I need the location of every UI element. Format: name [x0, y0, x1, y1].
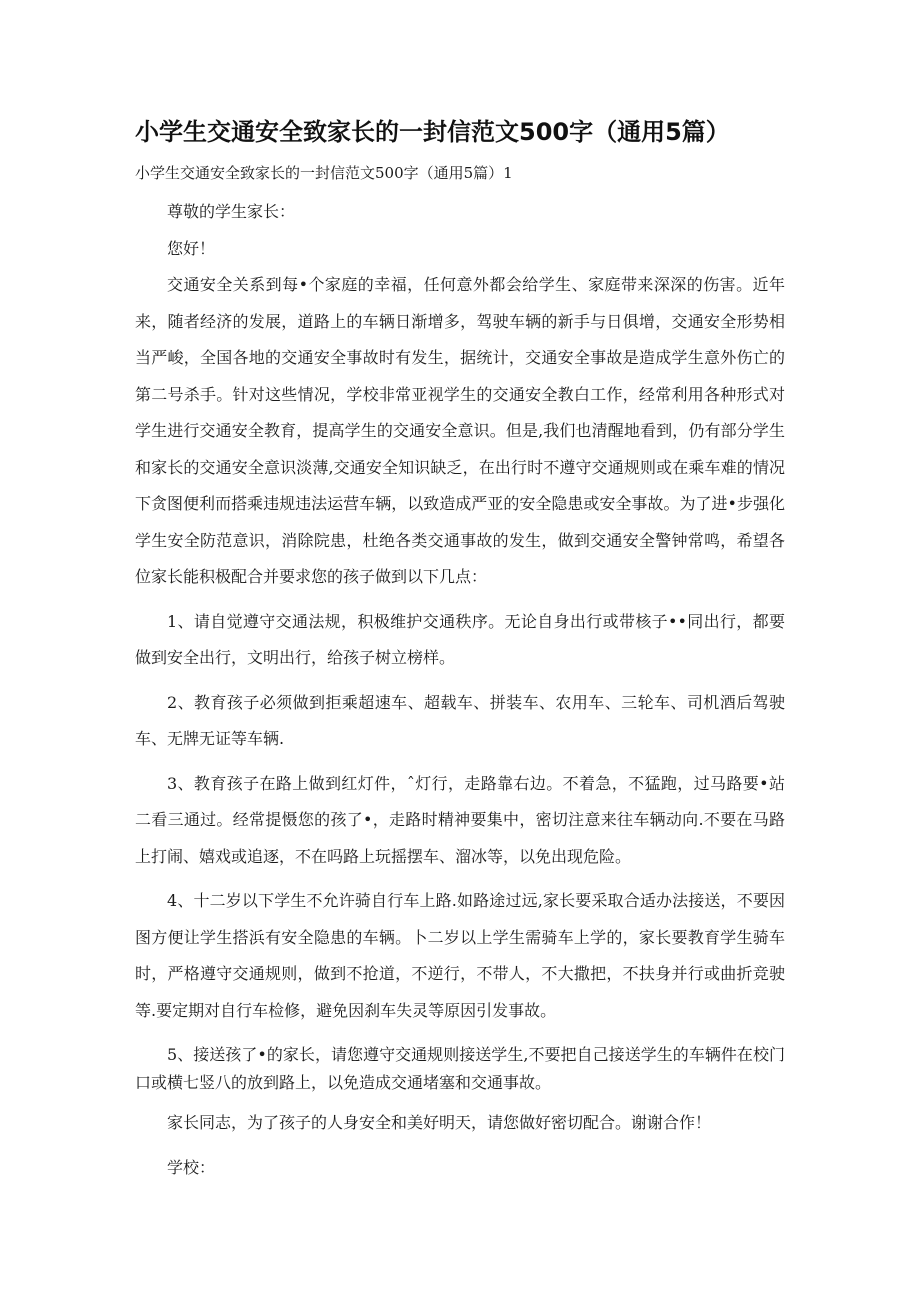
point-1-paragraph: 1、请自觉遵守交通法规，积极维护交通秩序。无论自身出行或带核子••同出行，都要做到安全出行，文明出行，给孩子树立榜样。 [135, 611, 785, 667]
point-5-paragraph: 5、接送孩了•的家长，请您遵守交通规则接送学生,不要把自己接送学生的车辆件在校门口或横七竖八的放到路上，以免造成交通堵塞和交通事故。 [135, 1045, 785, 1092]
intro-paragraph: 交通安全关系到每•个家庭的幸福，任何意外都会给学生、家庭带来深深的伤害。近年来，随者经济的发展，道路上的车辆日渐增多，驾驶车辆的新手与日俱增，交通安全形势相当严峻，全国各地的交通安全事故时有发生，据统计，交通安全事故是造成学生意外伤亡的第二号杀手。针对这些情况，学校非常亚视学生的交通安全教白工作，经常利用各种形式对学生进行交通安全教育，提高学生的交通安全意识。但是,我们也清醒地看到，仍有部分学生和家长的交通安全意识淡薄,交通安全知识缺乏，在出行时不遵守交通规则或在乘车难的情况下贪图便利而搭乘违规违法运营车辆，以致造成严亚的安全隐患或安全事故。为了进•步强化学生安全防范意识，消除院患，杜绝各类交通事故的发生，做到交通安全警钟常鸣，希望各位家长能积极配合并要求您的孩子做到以下几点： [135, 275, 785, 586]
salutation: 尊敬的学生家长： [167, 202, 296, 221]
point-4-paragraph: 4、十二岁以下学生不允许骑自行车上路.如路途过远,家长要采取合适办法接送，不要因图方便让学生搭浜有安全隐患的车辆。卜二岁以上学生需骑车上学的，家长要教育学生骑车时，严格遵守交通规则，做到不抢道，不逆行，不带人，不大撒把，不扶身并行或曲折竞驶等.要定期对自行车检修，避免因刹车失灵等原因引发事故。 [135, 891, 785, 1020]
letter-body [135, 194, 785, 1186]
point-2-paragraph: 2、教育孩子必须做到拒乘超速车、超载车、拼装车、农用车、三轮车、司机酒后驾驶车、无牌无证等车辆. [135, 692, 785, 748]
point-3-paragraph: 3、教育孩子在路上做到红灯件，ˆ灯行，走路靠右边。不着急，不猛跑，过马路要•站二看三通过。经常提慑您的孩了•，走路时精神要集中，密切注意来往车辆动向.不要在马路上打闹、嬉戏或追逐，不在吗路上玩摇摆车、溜冰等，以免出现危险。 [135, 773, 785, 866]
greeting: 您好！ [167, 238, 216, 258]
closing-paragraph: 家长同志，为了孩子的人身安全和美好明天，请您做好密切配合。谢谢合作！ [167, 1113, 712, 1132]
document-title: 小学生交通安全致家长的一封信范文500字（通用5篇） [135, 118, 730, 146]
document-subtitle: 小学生交通安全致家长的一封信范文500字（通用5篇）1 [135, 164, 513, 182]
signature-line: 学校： [167, 1157, 216, 1177]
